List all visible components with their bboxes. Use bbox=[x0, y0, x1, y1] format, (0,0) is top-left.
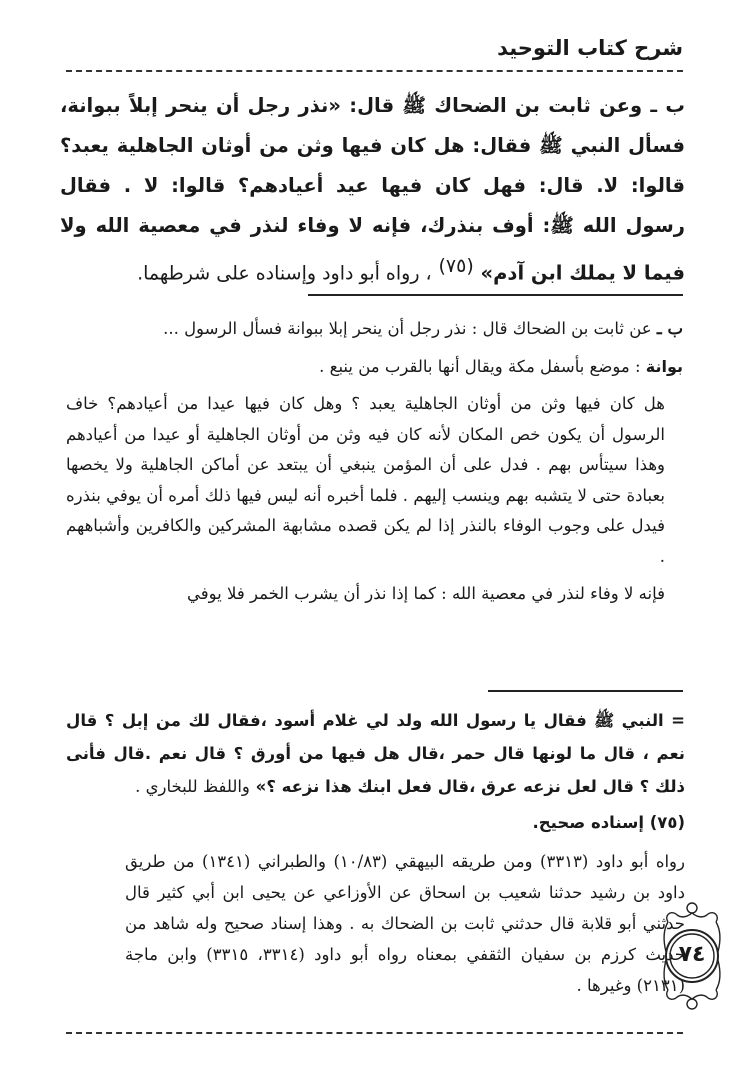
hadith-marker: ب ـ bbox=[650, 94, 685, 117]
hadith-source: ، رواه أبو داود وإسناده على شرطهما. bbox=[137, 262, 432, 285]
commentary-marker: ب ـ bbox=[656, 319, 683, 338]
running-header: شرح كتاب التوحيد bbox=[497, 36, 683, 60]
footnote-separator bbox=[488, 690, 683, 692]
term-no-vow-in-sin: فإنه لا وفاء لنذر في معصية الله bbox=[451, 584, 665, 603]
commentary-text: : كما إذا نذر أن يشرب الخمر فلا يوفي bbox=[187, 584, 447, 603]
header-dashed-rule bbox=[66, 70, 683, 72]
footnote-continuation-text: = النبي ﷺ فقال يا رسول الله ولد لي غلام أسود ،فقال لك من إبل ؟ قال نعم ، قال ما لونها قال حمر ،قال هل فيها من أورق ؟ قال نعم .قال فأنى ذلك ؟ قال لعل نزعه عرق ،قال فعل ابنك هذا نزعه ؟» bbox=[66, 711, 685, 796]
commentary-para-4 bbox=[66, 579, 683, 610]
commentary-para-1 bbox=[66, 314, 683, 345]
footnote-ref: (٧٥) bbox=[438, 255, 474, 277]
footnote-75-body: رواه أبو داود (٣٣١٣) ومن طريقه البيهقي (١٠/٨٣) والطبراني (١٣٤١) من طريق داود بن رشيد حدثنا شعيب بن اسحاق عن الأوزاعي عن يحيى ابن أبي كثير قال حدثني أبو قلابة قال حدثني ثابت بن الضحاك به . وهذا إسناد صحيح وله شاهد من حديث كرزم بن سفيان الثقفي بمعناه رواه أبو داود (٣٣١٤، ٣٣١٥) وابن ماجة (٢١٣١) وغيرها . bbox=[125, 852, 685, 995]
term-bawana: بوانة bbox=[645, 356, 683, 376]
footnote-continuation-tail: واللفظ للبخاري . bbox=[135, 777, 250, 796]
commentary-block bbox=[66, 314, 683, 617]
commentary-text: : موضع بأسفل مكة ويقال أنها بالقرب من ينبع . bbox=[319, 356, 641, 376]
footnotes-block bbox=[66, 704, 685, 1001]
footnote-75-header bbox=[66, 807, 685, 838]
footnote-75-number: (٧٥) bbox=[649, 813, 685, 832]
commentary-para-3: هل كان فيها وثن من أوثان الجاهلية يعبد ؟ وهل كان فيها عيدا من أعيادهم؟ خاف الرسول أن يكون خص المكان لأنه كان فيه وثن من أوثان الجاهلية أو عيدا من أعيادهم وهذا سيتأس بهم . فدل على أن المؤمن ينبغي أن يبتعد عن أماكن الجاهلية ولا يخصها بعبادة حتى لا يتشبه بهم وينسب إليهم . فلما أخبره أنه ليس فيها ذلك أمره أن يوفي بنذره فيدل على وجوب الوفاء بالنذر إذا لم يكن قصده مشابهة المشركين والكافرين وأشباههم . bbox=[66, 394, 665, 566]
hadith-separator bbox=[308, 294, 683, 296]
hadith-body: وعن ثابت بن الضحاك ﷺ قال: «نذر رجل أن ينحر إبلاً ببوانة، فسأل النبي ﷺ فقال: هل كان فيها وثن من أوثان الجاهلية يعبد؟ قالوا: لا. قال: فهل كان فيها عيد أعيادهم؟ قالوا: لا . فقال رسول الله ﷺ: أوف بنذرك، فإنه لا وفاء لنذر في معصية الله ولا فيما لا يملك ابن آدم» bbox=[60, 94, 685, 285]
footer-dashed-rule bbox=[66, 1032, 683, 1034]
commentary-para-2 bbox=[66, 352, 683, 383]
hadith-text-block bbox=[60, 86, 685, 294]
footnote-75-title: إسناده صحيح. bbox=[532, 813, 644, 832]
commentary-text: عن ثابت بن الضحاك قال : نذر رجل أن ينحر إبلا ببوانة فسأل الرسول ... bbox=[163, 319, 652, 338]
page-number: ٧٤ bbox=[678, 942, 706, 967]
footnote-continuation bbox=[66, 704, 685, 803]
